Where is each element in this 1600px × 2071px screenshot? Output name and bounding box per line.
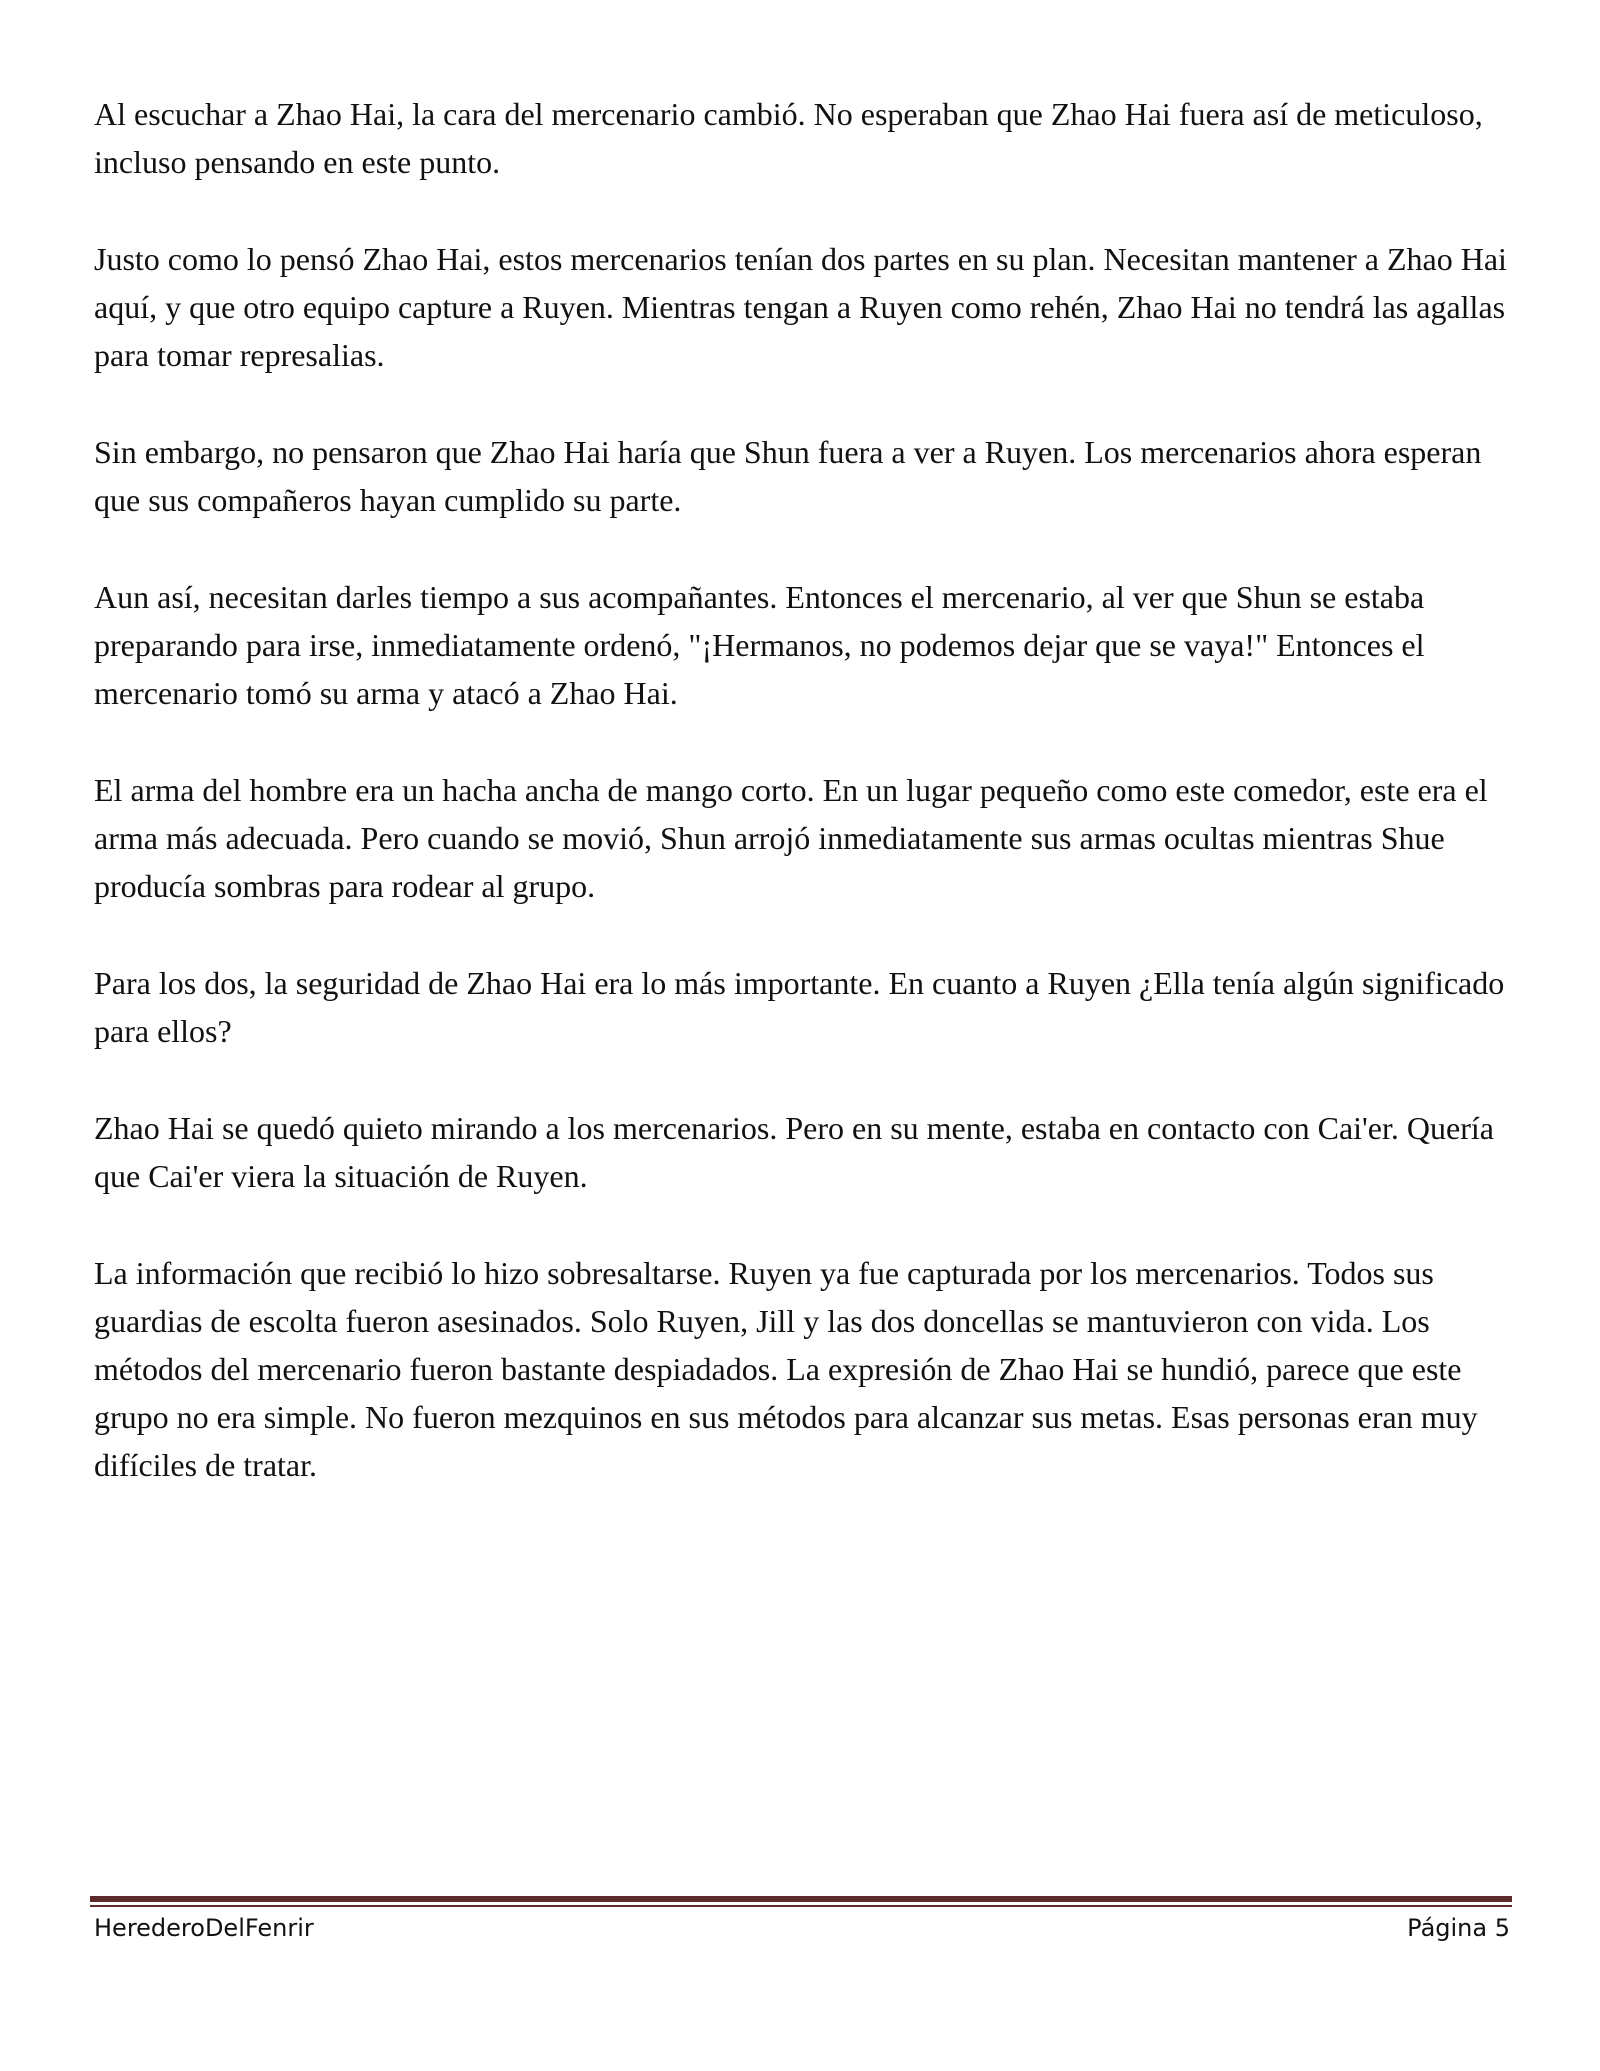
paragraph: Zhao Hai se quedó quieto mirando a los mercenarios. Pero en su mente, estaba en contacto con Cai'er. Quería que Cai'er viera la situación de Ruyen. xyxy=(94,1110,1494,1194)
document-body xyxy=(94,90,1514,1538)
footer-divider xyxy=(90,1896,1512,1907)
paragraph: La información que recibió lo hizo sobresaltarse. Ruyen ya fue capturada por los mercenarios. Todos sus guardias de escolta fueron asesinados. Solo Ruyen, Jill y las dos doncellas se mantuvieron con vida. Los métodos del mercenario fueron bastante despiadados. La expresión de Zhao Hai se hundió, parece que este grupo no era simple. No fueron mezquinos en sus métodos para alcanzar sus metas. Esas personas eran muy difíciles de tratar. xyxy=(94,1255,1478,1483)
footer-divider-thin xyxy=(90,1905,1512,1907)
paragraph: El arma del hombre era un hacha ancha de mango corto. En un lugar pequeño como este comedor, este era el arma más adecuada. Pero cuando se movió, Shun arrojó inmediatamente sus armas ocultas mientras Shue producía sombras para rodear al grupo. xyxy=(94,772,1488,904)
paragraph: Justo como lo pensó Zhao Hai, estos mercenarios tenían dos partes en su plan. Necesitan mantener a Zhao Hai aquí, y que otro equipo capture a Ruyen. Mientras tengan a Ruyen como rehén, Zhao Hai no tendrá las agallas para tomar represalias. xyxy=(94,241,1507,373)
paragraph: Sin embargo, no pensaron que Zhao Hai haría que Shun fuera a ver a Ruyen. Los mercenarios ahora esperan que sus compañeros hayan cumplido su parte. xyxy=(94,434,1482,518)
paragraph: Al escuchar a Zhao Hai, la cara del mercenario cambió. No esperaban que Zhao Hai fuera así de meticuloso, incluso pensando en este punto. xyxy=(94,96,1483,180)
footer-divider-thick xyxy=(90,1896,1512,1902)
page-number: Página 5 xyxy=(1407,1914,1510,1942)
paragraph: Para los dos, la seguridad de Zhao Hai era lo más importante. En cuanto a Ruyen ¿Ella tenía algún significado para ellos? xyxy=(94,965,1505,1049)
paragraph: Aun así, necesitan darles tiempo a sus acompañantes. Entonces el mercenario, al ver que Shun se estaba preparando para irse, inmediatamente ordenó, "¡Hermanos, no podemos dejar que se vaya!" Entonces el mercenario tomó su arma y atacó a Zhao Hai. xyxy=(94,579,1425,711)
page-footer xyxy=(94,1912,1510,1944)
footer-author: HerederoDelFenrir xyxy=(94,1914,314,1942)
